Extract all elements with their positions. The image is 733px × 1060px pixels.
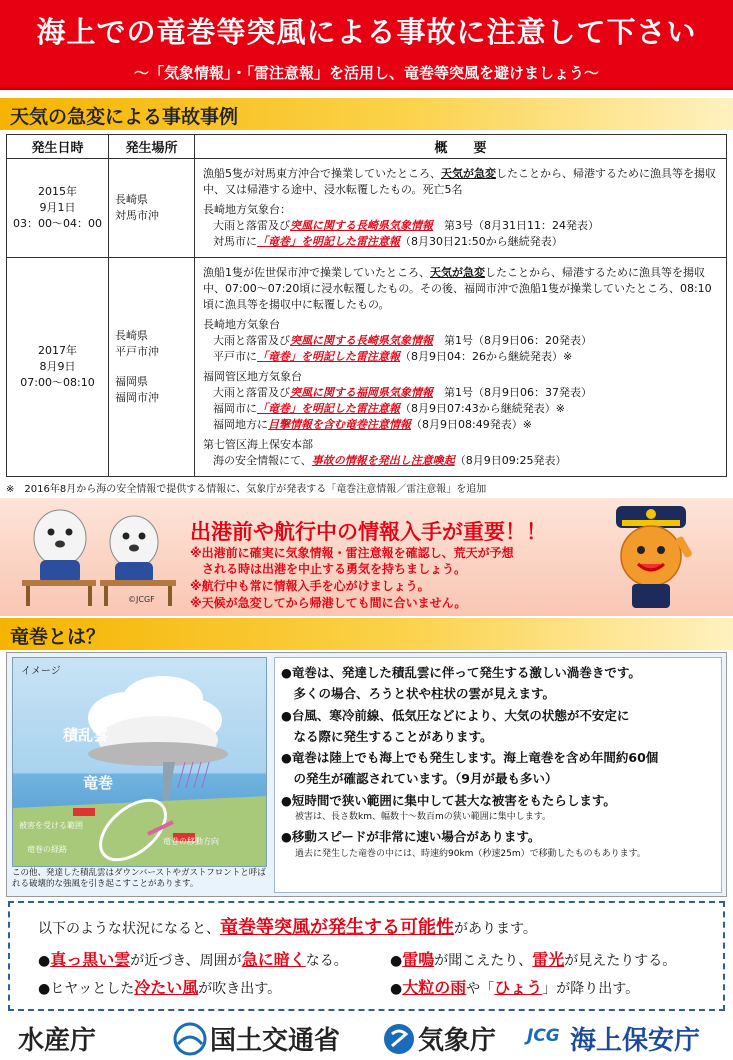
case2-a2-info3 xyxy=(203,417,718,433)
org-japan-coast-guard: 海上保安庁 xyxy=(570,1026,701,1056)
text: ● xyxy=(390,953,403,969)
header-summary: 概 要 xyxy=(195,135,727,159)
fact-line: ●移動スピードが非常に速い場合があります。 xyxy=(281,829,541,845)
fact-line: なる際に発生することがあります。 xyxy=(281,728,493,744)
case2-a3-info1 xyxy=(203,453,718,469)
coast-guard-mascot-icon xyxy=(596,490,706,614)
emphasis: 竜巻等突風が発生する可能性 xyxy=(220,917,454,938)
fact-line: ●竜巻は陸上でも海上でも発生します。海上竜巻を含め年間約60個 xyxy=(281,750,659,765)
text: 大雨と落雷及び xyxy=(213,334,290,348)
case1-day: 9月1日 xyxy=(39,201,76,215)
seal-mascot-icon xyxy=(22,510,96,606)
case2-a1-info2 xyxy=(203,349,718,365)
accident-cases-table xyxy=(6,134,727,477)
emphasis: 突風に関する長崎県気象情報 xyxy=(290,218,433,232)
emphasis: 急に暗く xyxy=(241,950,306,969)
text: が聞こえたり、 xyxy=(434,953,533,969)
header-banner xyxy=(0,0,733,90)
case1-pref: 長崎県 xyxy=(115,193,148,207)
emphasis: 雷鳴 xyxy=(402,950,435,969)
footnote: ※ 2016年8月から海の安全情報で提供する情報に、気象庁が発表する「竜巻注意情報／雷注意報」を追加 xyxy=(6,484,487,495)
fact-subline: 過去に発生した竜巻の中には、時速約90km（秒速25m）で移動したものもあります。 xyxy=(295,848,646,859)
page-subtitle: ～「気象情報」・「雷注意報」を活用し、竜巻等突風を避けましょう～ xyxy=(133,64,599,82)
warning-line: ※出港前に確実に気象情報・雷注意報を確認し、荒天が予想 xyxy=(190,546,514,560)
text: 第1号（8月9日06：37発表） xyxy=(433,385,592,399)
text: 海の安全情報にて、 xyxy=(213,453,312,467)
text: ● xyxy=(390,981,403,997)
illustration-caption: この他、発達した積乱雲はダウンバーストやガストフロントと呼ばれる破壊的な強風を引き起こすことがあります。 xyxy=(12,868,266,890)
emphasis: 大粒の雨 xyxy=(402,978,467,997)
fact-line: ●台風、寒冷前線、低気圧などにより、大気の状態が不安定に xyxy=(281,707,630,723)
text: 以下のような状況になると、 xyxy=(38,921,220,937)
section-bar-cases xyxy=(0,98,733,130)
text: （8月30日21:50から継続発表） xyxy=(400,234,563,248)
case2-area1: 平戸市沖 xyxy=(115,345,159,359)
fact-line: ●短時間で狭い範囲に集中して甚大な被害をもたらします。 xyxy=(281,792,616,808)
jcg-mark: JCG xyxy=(527,1026,560,1046)
table-row xyxy=(7,258,727,477)
warning-line: される時は出港を中止する勇気を持ちましょう。 xyxy=(190,562,467,576)
emphasis: 目撃情報を含む竜巻注意情報 xyxy=(268,417,411,431)
text: （8月9日08:49発表）※ xyxy=(411,417,532,431)
fact-line: の発生が確認されています。（9月が最も多い） xyxy=(281,771,558,787)
condition-hail xyxy=(390,975,639,998)
text: 大雨と落雷及び xyxy=(213,218,290,232)
text: 」が降り出す。 xyxy=(542,981,640,997)
table-row xyxy=(7,159,727,258)
case2-agency1: 長崎地方気象台 xyxy=(203,318,280,332)
case1-year: 2015年 xyxy=(38,185,77,199)
rain-icon xyxy=(178,762,209,788)
tornado-facts xyxy=(274,657,722,893)
org-jma: 気象庁 xyxy=(418,1026,497,1056)
case2-pref1: 長崎県 xyxy=(115,329,148,343)
case1-info2 xyxy=(203,234,718,250)
text: が吹き出す。 xyxy=(198,981,282,997)
tornado-label: 竜巻 xyxy=(83,774,114,792)
case1-description xyxy=(203,166,718,198)
emphasis: ひょう xyxy=(494,978,543,997)
case1-summary xyxy=(195,159,727,258)
emphasis: 「竜巻」を明記した雷注意報 xyxy=(257,234,400,248)
text: が近づき、周囲が xyxy=(130,953,242,969)
emphasis: 真っ黒い雲 xyxy=(50,950,131,969)
cloud-label: 積乱雲 xyxy=(63,726,109,744)
seal-students-illustration xyxy=(12,500,182,608)
table-header-row xyxy=(7,135,727,159)
mlit-logo-icon xyxy=(172,1022,208,1056)
text: 第3号（8月31日11：24発表） xyxy=(433,218,599,232)
header-date: 発生日時 xyxy=(7,135,109,159)
warning-line: ※天候が急変してから帰港しても間に合いません。 xyxy=(190,596,467,610)
case2-a2-info2 xyxy=(203,401,718,417)
text: ●ヒヤッとした xyxy=(38,981,135,997)
text: したことから、帰港するために漁具等を揚収中、07:00～07:20頃に浸水転覆したもの。その後、福岡市沖で漁船1隻が操業していたところ、08:10頃に漁具等を揚収中に転覆したもの。 xyxy=(203,266,712,312)
direction-label: 竜巻の移動方向 xyxy=(163,837,219,846)
page-title: 海上での竜巻等突風による事故に注意して下さい xyxy=(36,15,697,49)
text: が見えたりする。 xyxy=(564,953,677,969)
case2-date xyxy=(7,258,109,477)
text: 漁船1隻が佐世保市沖で操業していたところ、 xyxy=(203,266,430,280)
warning-line: ※航行中も常に情報入手を心がけましょう。 xyxy=(190,579,430,593)
condition-cold-wind xyxy=(38,975,281,998)
emphasis: 冷たい風 xyxy=(134,978,199,997)
case2-description xyxy=(203,265,718,313)
text: 第1号（8月9日06：20発表） xyxy=(433,334,592,348)
header-place: 発生場所 xyxy=(109,135,195,159)
case2-area2: 福岡市沖 xyxy=(115,390,159,404)
house-icon xyxy=(73,808,95,816)
text: 平戸市に xyxy=(213,350,257,364)
tornado-scene-icon xyxy=(13,658,267,867)
case2-agency3: 第七管区海上保安本部 xyxy=(203,437,313,451)
case2-place xyxy=(109,258,195,477)
tornado-illustration xyxy=(12,657,267,867)
path-label: 竜巻の経路 xyxy=(27,845,67,854)
emphasis: 突風に関する長崎県気象情報 xyxy=(290,334,433,348)
emphasis: 「竜巻」を明記した雷注意報 xyxy=(257,350,400,364)
jma-logo-icon xyxy=(382,1022,416,1056)
text: （8月9日07:43から継続発表）※ xyxy=(400,401,565,415)
text: （8月9日09:25発表） xyxy=(454,453,567,467)
warning-title: 出港前や航行中の情報入手が重要！！ xyxy=(190,520,547,544)
emphasis: 突風に関する福岡県気象情報 xyxy=(290,385,433,399)
fact-subline: 被害は、長さ数km、幅数十～数百mの狭い範囲に集中します。 xyxy=(295,811,552,822)
case2-summary xyxy=(195,258,727,477)
damage-label: 被害を受ける範囲 xyxy=(19,821,83,830)
section-bar-tornado xyxy=(0,618,733,650)
condition-thunder xyxy=(390,947,676,970)
text: なる。 xyxy=(305,953,348,969)
ground-icon xyxy=(13,796,267,867)
text: ● xyxy=(38,953,51,969)
text: や「 xyxy=(466,981,495,997)
fact-line: 多くの場合、ろうと状や柱状の雲が見えます。 xyxy=(281,686,556,702)
text: （8月9日04：26から継続発表）※ xyxy=(400,350,573,364)
conditions-box xyxy=(8,901,725,1011)
case1-info1 xyxy=(203,218,718,234)
section-title-cases: 天気の急変による事故事例 xyxy=(10,106,239,128)
emphasis: 天気が急変 xyxy=(441,167,496,181)
emphasis: 「竜巻」を明記した雷注意報 xyxy=(257,401,400,415)
case2-time: 07:00～08:10 xyxy=(20,375,95,389)
case2-year: 2017年 xyxy=(38,344,77,358)
text: があります。 xyxy=(454,921,537,937)
case2-day: 8月9日 xyxy=(39,360,76,374)
case1-date xyxy=(7,159,109,258)
org-mlit: 国土交通省 xyxy=(210,1026,341,1056)
org-fisheries-agency: 水産庁 xyxy=(18,1026,97,1056)
emphasis: 雷光 xyxy=(532,950,565,969)
text: 対馬市に xyxy=(213,234,257,248)
emphasis: 天気が急変 xyxy=(430,266,485,280)
case2-agency2: 福岡管区地方気象台 xyxy=(203,370,302,383)
text: 福岡市に xyxy=(213,401,257,415)
seal-mascot-icon xyxy=(100,516,176,606)
fact-line: ●竜巻は、発達した積乱雲に伴って発生する激しい渦巻きです。 xyxy=(281,665,641,680)
case1-time: 03：00～04：00 xyxy=(13,216,102,230)
case1-place xyxy=(109,159,195,258)
footer-logos xyxy=(0,1016,733,1060)
condition-dark-clouds xyxy=(38,947,348,970)
text: 大雨と落雷及び xyxy=(213,385,290,399)
image-label: イメージ xyxy=(21,666,61,677)
text: 福岡地方に xyxy=(213,417,268,431)
case1-area: 対馬市沖 xyxy=(115,209,159,222)
cumulonimbus-cloud-icon xyxy=(88,676,228,766)
case1-agency: 長崎地方気象台： xyxy=(203,203,291,217)
text: したことから、帰港するために漁具等を揚収中、又は帰港する途中、浸水転覆したもの。死亡5名 xyxy=(203,167,716,197)
emphasis: 事故の情報を発出し注意喚起 xyxy=(311,453,455,467)
case2-a1-info1 xyxy=(203,333,718,349)
text: 漁船5隻が対馬東方沖合で操業していたところ、 xyxy=(203,167,441,181)
case2-a2-info1 xyxy=(203,385,718,401)
case2-pref2: 福岡県 xyxy=(115,375,148,388)
copyright-mark: ©JCGF xyxy=(128,595,155,604)
conditions-lead xyxy=(38,913,537,939)
section-title-tornado: 竜巻とは？ xyxy=(10,626,106,648)
